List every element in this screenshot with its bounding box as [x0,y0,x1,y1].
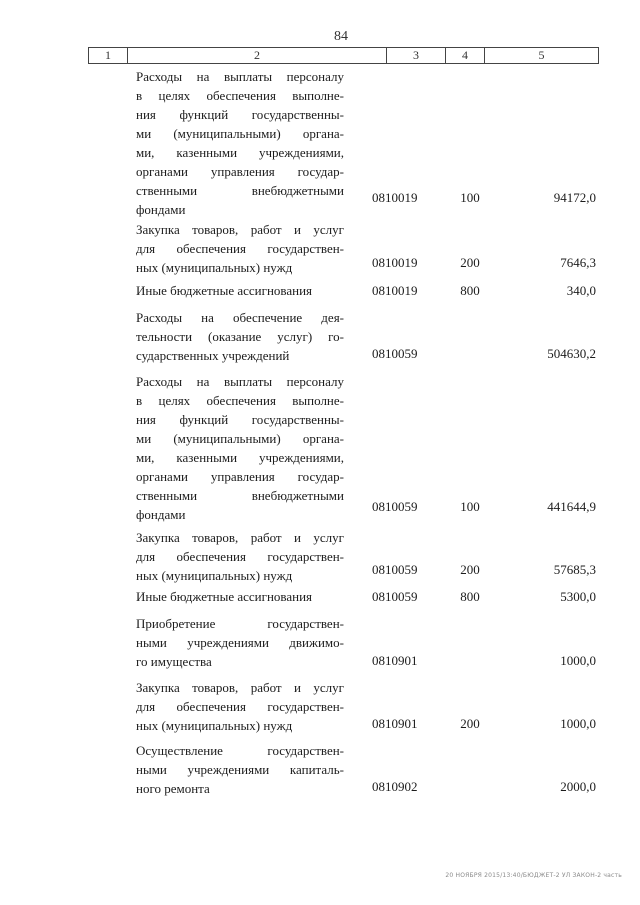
description-line: фондами [136,507,186,522]
row-code: 0810059 [372,562,418,577]
row-description [136,678,344,735]
row-description [136,67,344,219]
row-kind: 800 [460,283,480,298]
row-amount: 1000,0 [560,653,596,668]
row-kind: 200 [460,716,480,731]
description-line: Иные бюджетные ассигнования [136,283,313,298]
description-line: Осуществление государствен- [136,743,344,758]
description-line: ми, казенными учреждениями, [136,145,344,160]
row-description [136,220,344,277]
header-col-1: 1 [105,48,111,62]
description-line: ных (муниципальных) нужд [136,568,293,583]
description-line: Расходы на выплаты персоналу [136,374,344,389]
row-kind: 100 [460,190,480,205]
row-code: 0810019 [372,283,418,298]
description-line: сударственных учреждений [136,348,290,363]
row-description [136,614,344,671]
table-header [88,47,599,64]
row-amount: 7646,3 [560,255,596,270]
row-description [136,281,344,300]
description-line: ными учреждениями капиталь- [136,762,344,777]
description-line: ния функций государственны- [136,412,344,427]
description-line: Закупка товаров, работ и услуг [136,530,344,545]
row-code: 0810059 [372,499,418,514]
description-line: ного ремонта [136,781,210,796]
header-col-3: 3 [413,48,419,62]
description-line: Приобретение государствен- [136,616,344,631]
description-line: фондами [136,202,186,217]
description-line: ми, казенными учреждениями, [136,450,344,465]
description-line: ми (муниципальными) органа- [136,431,344,446]
description-line: Иные бюджетные ассигнования [136,589,313,604]
row-code: 0810019 [372,190,418,205]
row-description [136,528,344,585]
description-line: для обеспечения государствен- [136,549,344,564]
description-line: в целях обеспечения выполне- [136,88,344,103]
description-line: органами управления государ- [136,164,344,179]
description-line: ных (муниципальных) нужд [136,718,293,733]
description-line: Расходы на выплаты персоналу [136,69,344,84]
description-line: Закупка товаров, работ и услуг [136,680,344,695]
row-description [136,308,344,365]
footer-stamp: 20 НОЯБРЯ 2015/13:40/БЮДЖЕТ-2 УЛ ЗАКОН-2 часть [445,872,622,879]
row-amount: 441644,9 [547,499,596,514]
description-line: ственными внебюджетными [136,488,344,503]
description-line: ными учреждениями движимо- [136,635,344,650]
row-code: 0810059 [372,589,418,604]
row-description [136,372,344,524]
row-amount: 340,0 [566,283,596,298]
description-line: ми (муниципальными) органа- [136,126,344,141]
header-col-2: 2 [254,48,260,62]
row-amount: 57685,3 [553,562,596,577]
row-kind: 100 [460,499,480,514]
row-amount: 504630,2 [547,346,596,361]
row-description [136,741,344,798]
description-line: в целях обеспечения выполне- [136,393,344,408]
row-kind: 200 [460,255,480,270]
description-line: ных (муниципальных) нужд [136,260,293,275]
row-code: 0810901 [372,653,418,668]
description-line: го имущества [136,654,212,669]
row-code: 0810901 [372,716,418,731]
row-code: 0810902 [372,779,418,794]
description-line: для обеспечения государствен- [136,699,344,714]
row-kind: 800 [460,589,480,604]
description-line: Закупка товаров, работ и услуг [136,222,344,237]
description-line: тельности (оказание услуг) го- [136,329,344,344]
row-amount: 94172,0 [553,190,596,205]
description-line: органами управления государ- [136,469,344,484]
row-amount: 5300,0 [560,589,596,604]
description-line: ственными внебюджетными [136,183,344,198]
header-col-5: 5 [538,48,545,62]
row-code: 0810059 [372,346,418,361]
row-kind: 200 [460,562,480,577]
row-amount: 1000,0 [560,716,596,731]
header-col-4: 4 [462,48,468,62]
row-code: 0810019 [372,255,418,270]
description-line: для обеспечения государствен- [136,241,344,256]
row-amount: 2000,0 [560,779,596,794]
description-line: ния функций государственны- [136,107,344,122]
description-line: Расходы на обеспечение дея- [136,310,344,325]
row-description [136,587,344,606]
page-number: 84 [334,29,348,44]
